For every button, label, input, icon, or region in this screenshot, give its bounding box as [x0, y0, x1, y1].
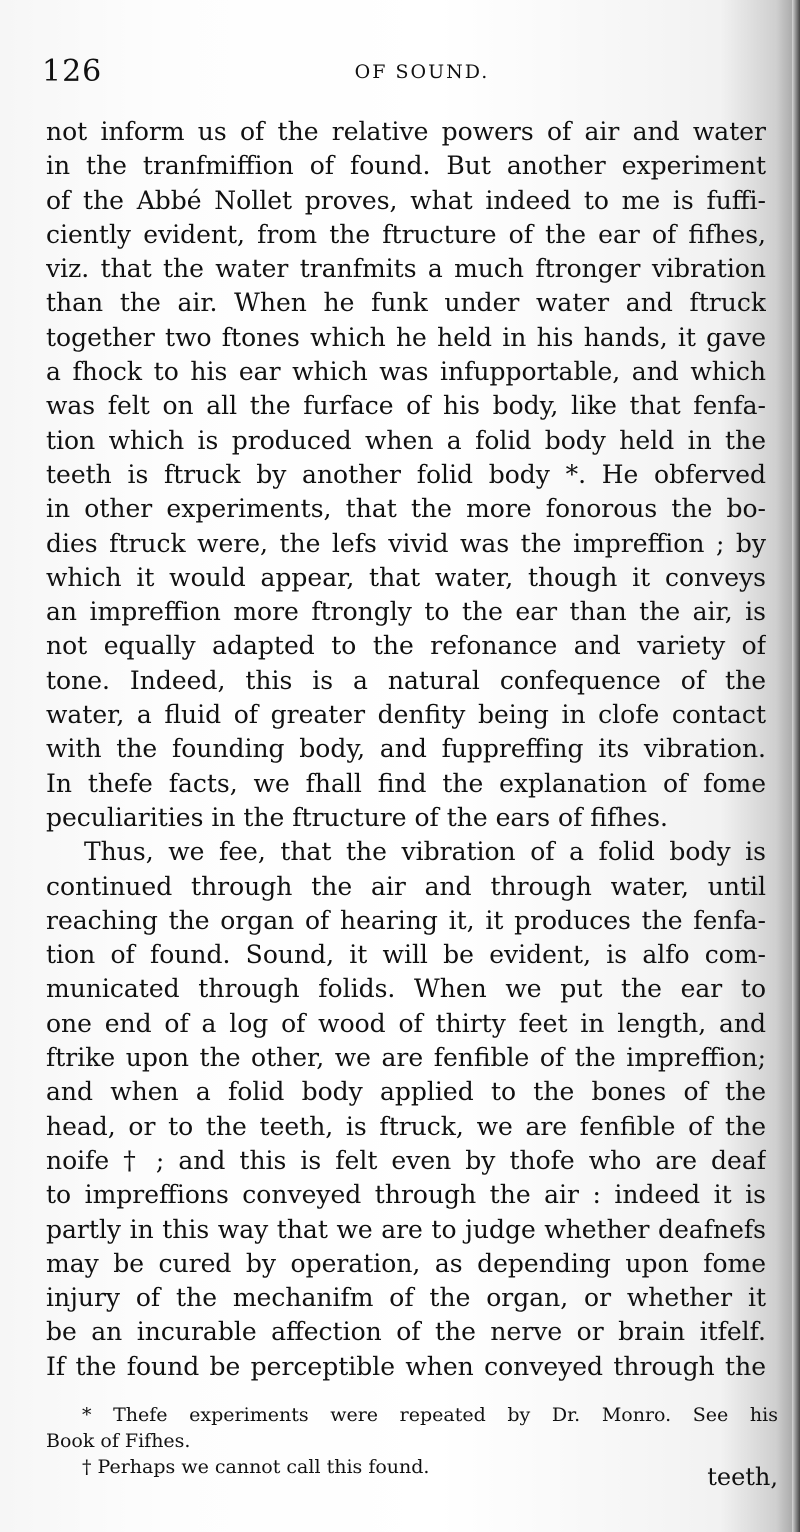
text-line: tion of found. Sound, it will be evident, is alfo com-	[46, 940, 766, 970]
text-line: municated through folids. When we put the ear to	[46, 974, 766, 1004]
footnote-line: Book of Fifhes.	[46, 1430, 191, 1452]
text-line: ftrike upon the other, we are fenfible of the impreffion;	[46, 1043, 766, 1073]
text-line: one end of a log of wood of thirty feet in length, and	[46, 1008, 766, 1038]
running-head: OF SOUND.	[354, 61, 490, 83]
text-line: an impreffion more ftrongly to the ear than the air, is	[46, 597, 766, 627]
text-line: than the air. When he funk under water and ftruck	[46, 288, 766, 318]
text-line: reaching the organ of hearing it, it produces the fenfa-	[46, 905, 766, 935]
paragraph-start-line: Thus, we fee, that the vibration of a folid body is	[84, 837, 766, 867]
text-line: in the tranfmiffion of found. But another experiment	[46, 151, 766, 181]
text-line: noife † ; and this is felt even by thofe who are deaf	[46, 1145, 766, 1175]
text-line: ciently evident, from the ftructure of the ear of fifhes,	[46, 219, 766, 249]
page-header	[42, 52, 758, 92]
text-line: to impreffions conveyed through the air : indeed it is	[46, 1180, 766, 1210]
text-line: not inform us of the relative powers of air and water	[46, 117, 766, 146]
text-line: In thefe facts, we fhall find the explanation of fome	[46, 768, 766, 798]
text-line: a fhock to his ear which was infupportable, and which	[46, 357, 766, 387]
text-line: tone. Indeed, this is a natural confequence of the	[46, 665, 766, 695]
text-line: viz. that the water tranfmits a much ftronger vibration	[46, 254, 766, 284]
footnotes	[46, 1402, 778, 1480]
text-line: continued through the air and through water, until	[46, 871, 766, 901]
text-line: in other experiments, that the more fonorous the bo-	[46, 494, 766, 524]
paragraph-end-line: peculiarities in the ftructure of the ears of fifhes.	[46, 802, 668, 832]
footnote-line: * Thefe experiments were repeated by Dr. Monro. See his	[82, 1404, 778, 1426]
catchword: teeth,	[707, 1463, 778, 1491]
text-line: which it would appear, that water, though it conveys	[46, 562, 766, 592]
text-line: head, or to the teeth, is ftruck, we are fenfible of the	[46, 1111, 766, 1141]
text-line: be an incurable affection of the nerve or brain itfelf.	[46, 1317, 766, 1347]
text-line: not equally adapted to the refonance and variety of	[46, 631, 766, 661]
text-line: with the founding body, and fuppreffing its vibration.	[46, 734, 766, 764]
text-line: of the Abbé Nollet proves, what indeed to me is fuffi-	[46, 185, 766, 215]
text-line: dies ftruck were, the lefs vivid was the impreffion ; by	[46, 528, 766, 558]
page-number: 126	[42, 54, 103, 89]
text-line: may be cured by operation, as depending upon fome	[46, 1248, 766, 1278]
text-line: was felt on all the furface of his body, like that fenfa-	[46, 391, 766, 421]
text-line: and when a folid body applied to the bones of the	[46, 1077, 766, 1107]
text-line: injury of the mechanifm of the organ, or whether it	[46, 1283, 766, 1313]
text-line: tion which is produced when a folid body held in the	[46, 425, 766, 455]
footnote-line: † Perhaps we cannot call this found.	[82, 1456, 430, 1478]
text-line: partly in this way that we are to judge whether deafnefs	[46, 1214, 766, 1244]
text-line: together two ftones which he held in his hands, it gave	[46, 322, 766, 352]
text-line: water, a fluid of greater denfity being in clofe contact	[46, 700, 766, 730]
text-line: If the found be perceptible when conveyed through the	[46, 1351, 766, 1381]
body-text	[46, 115, 766, 1384]
page-edge-shadow	[792, 0, 800, 1532]
text-line: teeth is ftruck by another folid body *. He obferved	[46, 459, 766, 489]
